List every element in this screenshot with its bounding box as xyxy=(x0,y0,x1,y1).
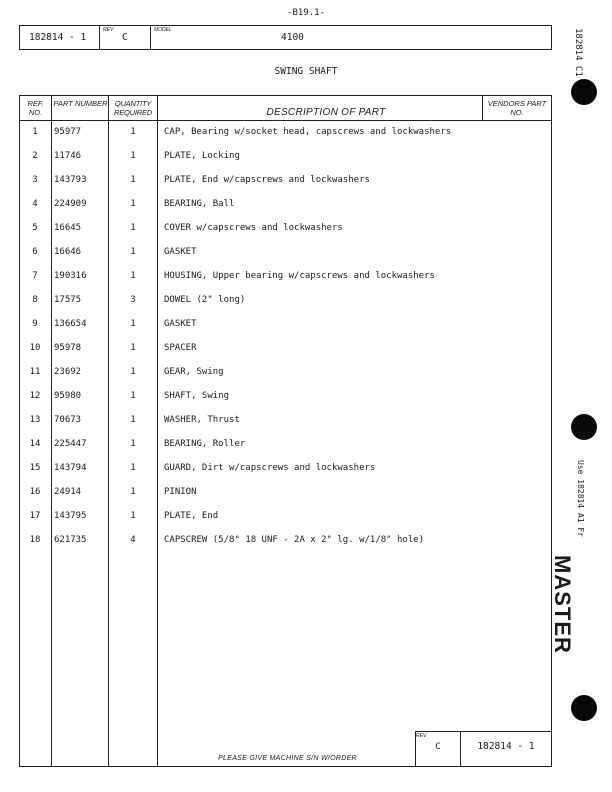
part-number: 95978 xyxy=(54,343,82,353)
description: GEAR, Swing xyxy=(164,367,224,377)
quantity: 1 xyxy=(130,415,136,425)
ref-number: 8 xyxy=(32,295,38,305)
description: PLATE, End w/capscrews and lockwashers xyxy=(164,175,370,185)
ref-number: 9 xyxy=(32,319,38,329)
quantity: 1 xyxy=(130,319,136,329)
section-title: SWING SHAFT xyxy=(274,66,338,77)
bottom-doc-number: 182814 - 1 xyxy=(477,741,535,752)
quantity: 4 xyxy=(130,535,136,545)
col-qty-header: QUANTITY REQUIRED xyxy=(114,99,152,117)
model-value: 4100 xyxy=(281,32,304,43)
ref-number: 17 xyxy=(29,511,41,521)
col-divider-vendor xyxy=(482,96,483,120)
ref-number: 5 xyxy=(32,223,38,233)
part-number: 23692 xyxy=(54,367,82,377)
quantity: 1 xyxy=(130,343,136,353)
doc-number-cell xyxy=(20,26,100,49)
binder-hole xyxy=(571,79,597,105)
part-number: 16645 xyxy=(54,223,82,233)
ref-number: 10 xyxy=(29,343,41,353)
description: SPACER xyxy=(164,343,197,353)
page-number: -B19.1- xyxy=(287,8,325,18)
table-row xyxy=(20,295,551,319)
side-supersede-note: Use 182814 A1 Fr xyxy=(576,460,585,538)
header-divider xyxy=(20,120,551,121)
quantity: 1 xyxy=(130,199,136,209)
quantity: 1 xyxy=(130,175,136,185)
part-number: 143794 xyxy=(54,463,87,473)
model-cell xyxy=(151,26,551,49)
ref-number: 3 xyxy=(32,175,38,185)
part-number: 621735 xyxy=(54,535,87,545)
bottom-rev-value: C xyxy=(435,742,441,752)
table-row xyxy=(20,415,551,439)
ref-number: 13 xyxy=(29,415,41,425)
table-row xyxy=(20,319,551,343)
part-number: 17575 xyxy=(54,295,82,305)
quantity: 1 xyxy=(130,391,136,401)
ref-number: 15 xyxy=(29,463,41,473)
table-row xyxy=(20,199,551,223)
col-desc-header: DESCRIPTION OF PART xyxy=(266,107,386,118)
binder-hole xyxy=(571,695,597,721)
description: SHAFT, Swing xyxy=(164,391,230,401)
description: GASKET xyxy=(164,247,197,257)
header-box xyxy=(19,25,552,50)
table-row xyxy=(20,487,551,511)
description: PINION xyxy=(164,487,197,497)
ref-number: 16 xyxy=(29,487,41,497)
part-number: 136654 xyxy=(54,319,87,329)
quantity: 1 xyxy=(130,511,136,521)
description: PLATE, End xyxy=(164,511,219,521)
part-number: 11746 xyxy=(54,151,82,161)
description: CAP, Bearing w/socket head, capscrews and lockwashers xyxy=(164,127,452,137)
table-row xyxy=(20,367,551,391)
part-number: 70673 xyxy=(54,415,82,425)
ref-number: 12 xyxy=(29,391,41,401)
parts-table xyxy=(19,95,552,767)
ref-number: 18 xyxy=(29,535,41,545)
description: CAPSCREW (5/8" 18 UNF - 2A x 2" lg. w/1/8" hole) xyxy=(164,535,425,545)
ref-number: 7 xyxy=(32,271,38,281)
part-number: 95977 xyxy=(54,127,82,137)
part-number: 143795 xyxy=(54,511,87,521)
description: WASHER, Thrust xyxy=(164,415,240,425)
table-row xyxy=(20,439,551,463)
quantity: 1 xyxy=(130,127,136,137)
bottom-rev-label: REV. xyxy=(416,733,428,739)
description: BEARING, Roller xyxy=(164,439,246,449)
description: HOUSING, Upper bearing w/capscrews and lockwashers xyxy=(164,271,435,281)
quantity: 1 xyxy=(130,439,136,449)
part-number: 225447 xyxy=(54,439,87,449)
table-row xyxy=(20,175,551,199)
description: BEARING, Ball xyxy=(164,199,235,209)
part-number: 24914 xyxy=(54,487,82,497)
quantity: 1 xyxy=(130,151,136,161)
description: PLATE, Locking xyxy=(164,151,240,161)
ref-number: 2 xyxy=(32,151,38,161)
table-row xyxy=(20,223,551,247)
part-number: 16646 xyxy=(54,247,82,257)
part-number: 224909 xyxy=(54,199,87,209)
table-row xyxy=(20,271,551,295)
quantity: 1 xyxy=(130,367,136,377)
master-stamp: MASTER xyxy=(550,555,575,654)
ref-number: 4 xyxy=(32,199,38,209)
rev-label: REV xyxy=(103,27,114,33)
table-row xyxy=(20,511,551,535)
col-part-header: PART NUMBER xyxy=(53,99,108,108)
model-label: MODEL xyxy=(154,27,172,33)
side-doc-code: 182814 C1 xyxy=(573,28,583,77)
description: GUARD, Dirt w/capscrews and lockwashers xyxy=(164,463,376,473)
quantity: 1 xyxy=(130,247,136,257)
ref-number: 1 xyxy=(32,127,38,137)
table-row xyxy=(20,391,551,415)
quantity: 1 xyxy=(130,463,136,473)
table-row xyxy=(20,535,551,559)
table-row xyxy=(20,151,551,175)
quantity: 3 xyxy=(130,295,136,305)
binder-hole xyxy=(571,414,597,440)
table-row xyxy=(20,247,551,271)
description: COVER w/capscrews and lockwashers xyxy=(164,223,343,233)
ref-number: 14 xyxy=(29,439,41,449)
quantity: 1 xyxy=(130,487,136,497)
part-number: 95980 xyxy=(54,391,82,401)
description: DOWEL (2" long) xyxy=(164,295,246,305)
quantity: 1 xyxy=(130,223,136,233)
part-number: 143793 xyxy=(54,175,87,185)
description: GASKET xyxy=(164,319,197,329)
ref-number: 11 xyxy=(29,367,41,377)
rev-value: C xyxy=(122,32,128,43)
doc-number: 182814 - 1 xyxy=(29,32,87,43)
part-number: 190316 xyxy=(54,271,87,281)
ref-number: 6 xyxy=(32,247,38,257)
rev-cell xyxy=(100,26,151,49)
col-ref-header: REF. NO. xyxy=(27,99,44,117)
quantity: 1 xyxy=(130,271,136,281)
table-row xyxy=(20,463,551,487)
table-row xyxy=(20,127,551,151)
rev-box-top xyxy=(415,731,551,732)
footer-note: PLEASE GIVE MACHINE S/N W/ORDER xyxy=(200,755,375,765)
col-vendor-header: VENDORS PART NO. xyxy=(487,99,547,117)
table-row xyxy=(20,343,551,367)
